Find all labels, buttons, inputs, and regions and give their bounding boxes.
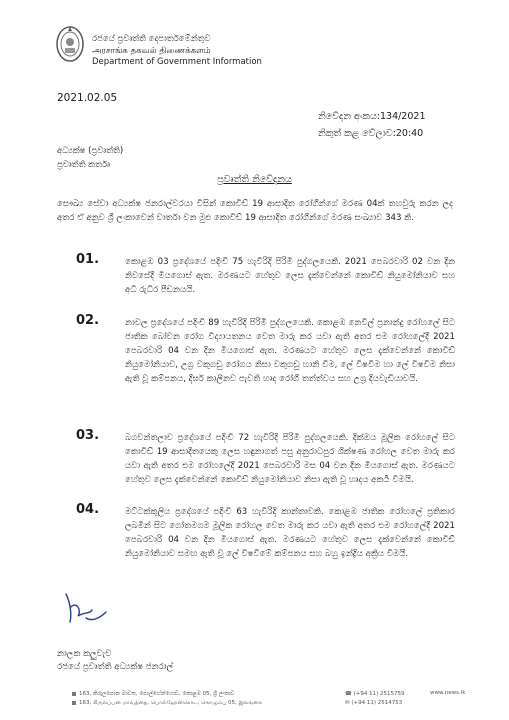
footer-contact — [345, 690, 405, 708]
item-text: බගවන්තලාව ප්‍රදේශයේ පදිංචි 72 හැවිරිදි පිරිමි පුද්ගලයෙකි. දික්ඔය මූලික රෝහලේ සිට කොවිඩ් 19 ආසාදිතයෙකු ලෙස හඳුනාගත් පසු අනුරාධපුර ශික්ෂණ රෝහල වෙත මාරු කර යවා ඇති අතර එම රෝහලේදී 2021 පෙබරවාරි මස 04 වන දින මියගොස් ඇත. මරණයට හේතුව ලෙස දැක්වෙන්නේ කොවිඩ් නියුමෝනියාව නිසා ඇති වූ හෘදය අකර්‍ය වීමයි. — [125, 433, 455, 485]
death-report-item — [57, 252, 457, 302]
department-name-sinhala: රජයේ ප්‍රවෘත්ති දෙපාර්තමේන්තුව — [92, 34, 211, 44]
recipient-line: ප්‍රවෘත්ති කර්තෘ — [57, 160, 110, 170]
heading-text: ප්‍රවෘත්ති නිවේදනය — [217, 174, 292, 185]
intro-paragraph: සෞඛ්‍ය සේවා අධ්‍යක්ෂ ජනරාල්වරයා විසින් කොවිඩ් 19 ආසාදිත රෝගීන්ගේ මරණ 04ක් තහවුරු කරන ලද අතර ඒ අනුව ශ්‍රී ලංකාවෙන් වාර්තා වන මුළු කොවිඩ් 19 ආසාදිත රෝගීන්ගේ මරණ සංඛ්‍යාව 343 කි. — [57, 199, 453, 223]
footer-website[interactable]: www.news.lk — [430, 690, 466, 696]
item-number: 03. — [76, 428, 100, 443]
signatory-block — [57, 648, 173, 674]
signatory-title: රජයේ ප්‍රවෘත්ති අධ්‍යක්ෂ ජනරාල් — [57, 662, 174, 672]
document-date: 2021.02.05 — [57, 92, 118, 104]
item-number: 02. — [76, 313, 100, 328]
fax-icon: ✉ — [345, 700, 352, 706]
release-time: නිකුත් කළ වේලාව:20:40 — [318, 128, 424, 139]
bullet-icon — [72, 692, 76, 696]
address-line: 163, කිරුලපොන මාවත, පොල්හේන්ගොඩ, කොළඹ 05, ශ්‍රී ලංකාව — [79, 691, 235, 697]
item-text: මට්ටක්කුලිය ප්‍රදේශයේ පදිංචි 63 හැවිරිදි කාන්තාවකි. කොළඹ ජාතික රෝහලේ ප්‍රතිකාර ලබමින් සිට ගෝතමගම මූලික රෝහල වෙත මාරු කර යවා ඇති අතර එම රෝහලේදී 2021 පෙබරවාරි 04 වන දින මියගොස් ඇත. මරණයට හේතුව ලෙස දැක්වෙන්නේ කොවිඩ් නියුමෝනියාව සමඟ ඇති වූ ලේ විෂවීමේ කම්පනය සහ බහු ඉන්ද්‍රිය අක්‍රිය වීමයි. — [125, 507, 455, 559]
item-text: නාවල ප්‍රදේශයේ පදිංචි 89 හැවිරිදි පිරිමි පුද්ගලයෙකි. කොළඹ නෙවිල් ප්‍රනාන්දු රෝහලේ සිට ජාතික බෝවන රෝග විද්‍යායතනය වෙත මාරු කර යවා ඇති අතර එම රෝහලේදී 2021 පෙබරවාරි 04 වන දින මියගොස් ඇත. මරණයට හේතුව ලෙස දැක්වෙන්නේ කොවිඩ් නියුමෝනියාව, උග්‍ර වකුගඩු රෝගය නිසා වකුගඩු හානි වීම, ලේ විෂවීම හා ලේ විෂවීම නිසා ඇති වූ කම්පනය, දීර්ඝ කාලීනව පැවති හෘද රෝගී තත්ත්වය සහ උග්‍ර දියවැඩියාවයි. — [125, 318, 455, 384]
government-emblem-logo — [55, 24, 85, 64]
signatory-name: නාලක කලුවැව — [57, 649, 112, 659]
recipient-line: අධ්‍යක්ෂ (ප්‍රවෘත්ති) — [57, 146, 124, 156]
address-line: 163, கிருலப்பன மாவத்தை, பொல்ஹேன்கொட, கொழும்பு 05, இலங்கை — [79, 700, 262, 706]
fax-number: (+94 11) 2514753 — [351, 700, 403, 706]
phone-icon: ☎ — [345, 691, 354, 697]
handwritten-signature — [62, 588, 112, 628]
department-name-block — [92, 34, 262, 69]
item-number: 04. — [76, 502, 100, 517]
document-heading — [0, 174, 509, 185]
death-report-item — [57, 502, 457, 582]
footer — [60, 690, 466, 720]
recipients — [57, 144, 123, 172]
department-name-tamil: அரசாங்க தகவல் திணைக்களம் — [92, 45, 211, 56]
department-name-english: Department of Government Information — [92, 57, 262, 67]
item-number: 01. — [76, 252, 100, 267]
phone-number: (+94 11) 2515759 — [353, 691, 405, 697]
release-number: නිවේදන අංකය:134/2021 — [318, 111, 426, 122]
bullet-icon — [72, 701, 76, 705]
death-report-item — [57, 313, 457, 443]
death-report-item — [57, 428, 457, 503]
footer-address — [72, 690, 262, 708]
item-text: කොළඹ 03 ප්‍රදේශයේ පදිංචි 75 හැවිරිදි පිරිමි පුද්ගලයෙකි. 2021 පෙබරවාරි 02 වන දින නිවසේදී මියගොස් ඇත. මරණයට හේතුව ලෙස දැක්වෙන්නේ කොවිඩ් නියුමෝනියාව සහ අධි රුධිර පීඩනයයි. — [125, 257, 455, 295]
